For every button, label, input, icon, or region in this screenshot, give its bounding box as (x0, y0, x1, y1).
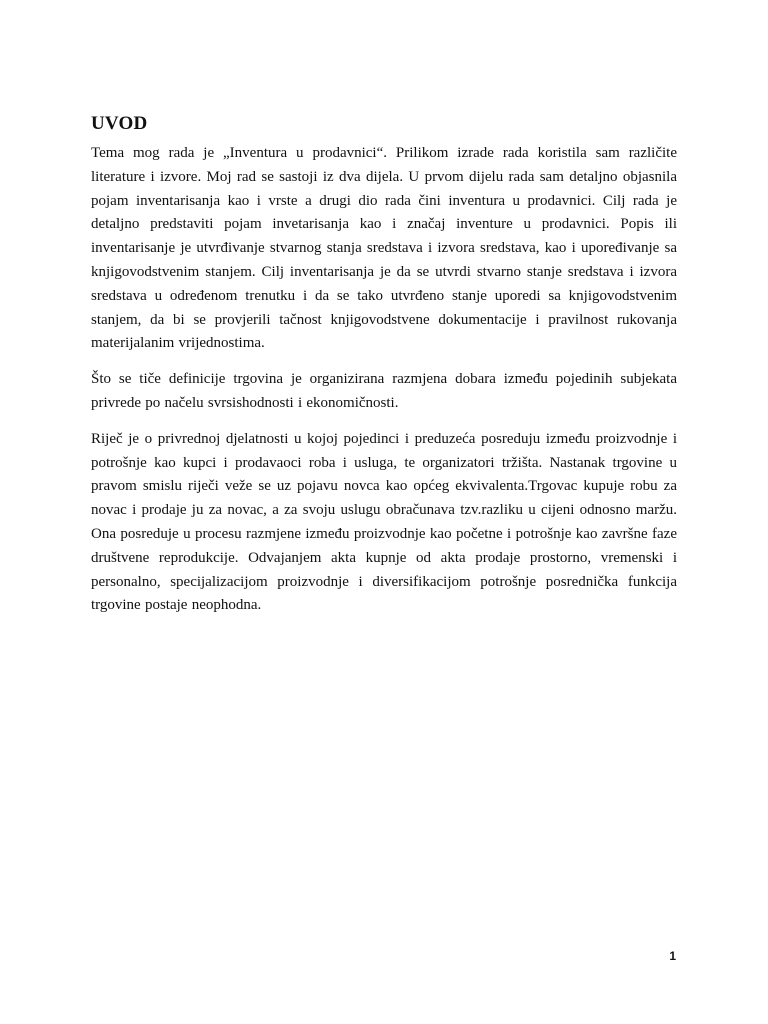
page-number: 1 (669, 949, 676, 963)
paragraph-definition: Što se tiče definicije trgovina je organizirana razmjena dobara između pojedinih subjekata privrede po načelu svrsishodnosti i ekonomičnosti. (91, 371, 677, 411)
paragraph-trade: Riječ je o privrednoj djelatnosti u kojoj pojedinci i preduzeća posreduju između proizvodnje i potrošnje kao kupci i prodavaoci roba i usluga, te organizatori tržišta. Nastanak trgovine u pravom smislu riječi veže se uz pojavu novca kao općeg ekvivalenta.Trgovac kupuje robu za novac i prodaje ju za novac, a za svoju uslugu obračunava tzv.razliku u cijeni odnosno maržu. Ona posreduje u procesu razmjene između proizvodnje kao početne i potrošnje kao završne faze društvene reprodukcije. Odvajanjem akta kupnje od akta prodaje prostorno, vremenski i personalno, specijalizacijom proizvodnje i diversifikacijom potrošnje posrednička funkcija trgovine postaje neophodna. (91, 430, 677, 614)
paragraph-intro: Tema mog rada je „Inventura u prodavnici“. Prilikom izrade rada koristila sam različite literature i izvore. Moj rad se sastoji iz dva dijela. U prvom dijelu rada sam detaljno objasnila pojam inventarisanja kao i vrste a drugi dio rada čini inventura u prodavnici. Cilj rada je detaljno predstaviti pojam invetarisanja kao i značaj inventure u prodavnici. Popis ili inventarisanje je utvrđivanje stvarnog stanja sredstava i izvora sredstava, kao i upoređivanje sa knjigovodstvenim stanjem. Cilj inventarisanja je da se utvrdi stvarno stanje sredstava i izvora sredstava u određenom trenutku i da se tako utvrđeno stanje uporedi sa knjigovodstvenim stanjem, da bi se provjerili tačnost knjigovodstvene dokumentacije i pravilnost rukovanja materijalanim vrijednostima. (91, 145, 677, 352)
body-text (91, 142, 677, 630)
section-heading: UVOD (91, 113, 148, 134)
